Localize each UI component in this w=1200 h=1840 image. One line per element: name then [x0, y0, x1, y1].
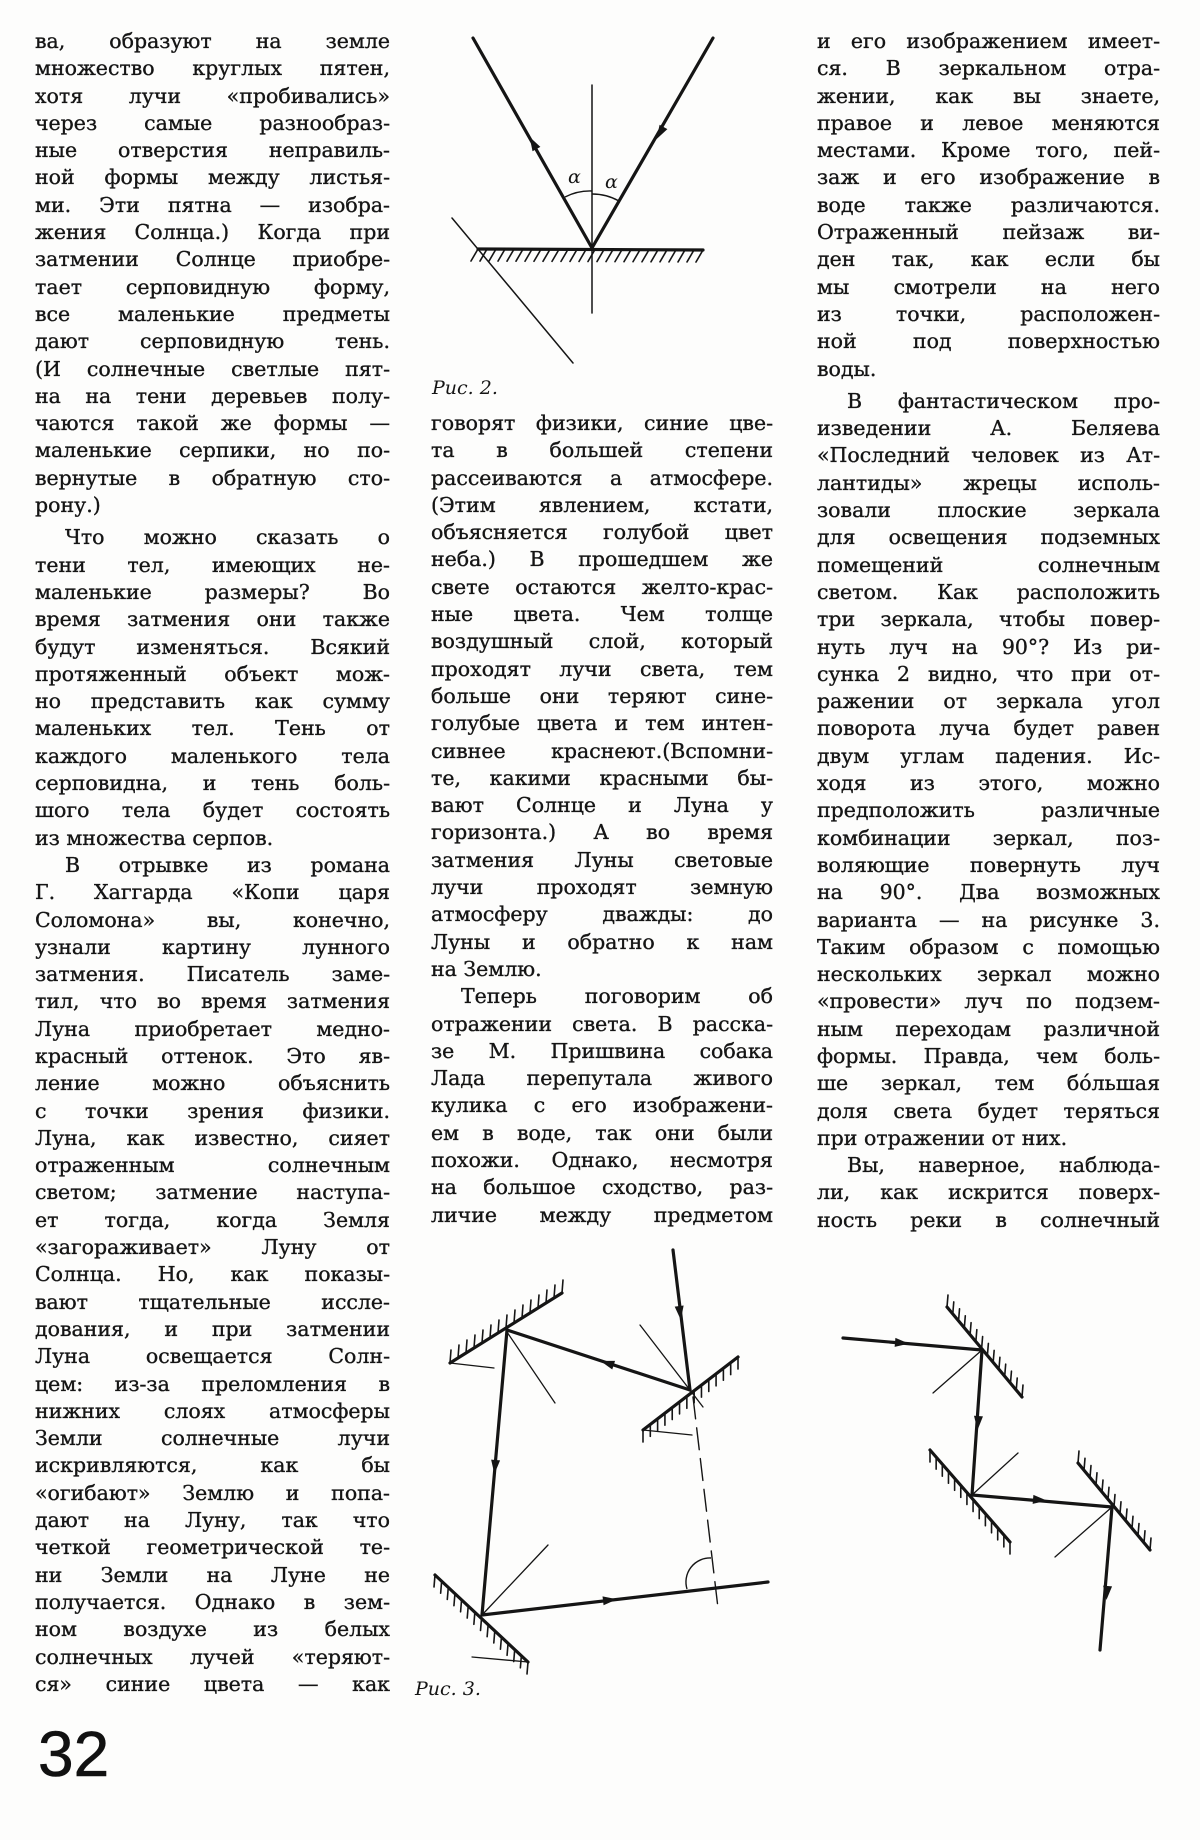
text-line: атмосферу дважды: до — [431, 902, 773, 927]
reflected-ray — [507, 1330, 690, 1390]
text-line: нескольких зеркал можно — [817, 962, 1160, 987]
text-line: воляющие повернуть луч — [817, 852, 1160, 877]
normal-line — [482, 1545, 548, 1615]
text-line: из множества серпов. — [35, 825, 274, 850]
text-line: Луна освещается Солн- — [35, 1344, 390, 1369]
text-line: затмения Луны световые — [431, 847, 773, 872]
text-line: затмения. Писатель заме- — [35, 962, 390, 987]
text-line: шого тела будет состоять — [35, 798, 390, 823]
mirror-hatch — [660, 250, 667, 262]
text-line: ражении от зеркала угол — [817, 689, 1160, 714]
text-line: ше зеркал, тем бóльшая — [817, 1071, 1160, 1096]
text-line: ем в воде, так они были — [431, 1120, 773, 1145]
mirror-hatch — [538, 1295, 539, 1308]
text-line: три зеркала, чтобы повер- — [817, 607, 1160, 632]
text-line: лучи проходят земную — [431, 875, 773, 900]
mirror-hatch — [447, 1587, 448, 1599]
text-line: ные отверстия неправиль- — [35, 138, 390, 163]
mirror-hatch — [561, 249, 568, 261]
text-line: дования, и при затмении — [35, 1316, 390, 1341]
text-line: ном воздухе из белых — [35, 1617, 390, 1642]
mirror-hatch — [434, 1575, 435, 1587]
text-line: протяженный объект мож- — [35, 661, 390, 686]
mirror-hatch — [525, 249, 532, 261]
text-line: Отраженный пейзаж ви- — [817, 220, 1160, 245]
incoming-ray — [843, 1338, 982, 1350]
text-line: нуть луч на 90°? Из ри- — [817, 634, 1160, 659]
mirror-hatch — [606, 250, 613, 262]
mirror-hatch — [482, 1330, 483, 1343]
mirror-hatch — [1096, 1473, 1097, 1485]
text-line: ной формы между листья- — [35, 165, 390, 190]
text-line: затмении Солнце приобре- — [35, 247, 390, 272]
text-line: воде также различаются. — [817, 192, 1160, 217]
mirror-hatch — [467, 1606, 468, 1618]
mirror-hatch — [959, 1309, 960, 1321]
mirror-surface — [478, 249, 703, 250]
mirror-hatch — [1022, 1385, 1023, 1397]
text-line: ва, образуют на земле — [35, 29, 390, 53]
text-line: солнечных лучей «теряют- — [35, 1644, 390, 1669]
figure-3-caption: Рис. 3. — [415, 1678, 481, 1700]
mirror-hatch — [1102, 1480, 1103, 1492]
text-line: ли, как искрится поверх- — [817, 1180, 1160, 1205]
text-line: Солнца. Но, как показы- — [35, 1262, 390, 1287]
text-line: ни Земли на Луне не — [35, 1562, 390, 1587]
mirror-hatch — [624, 250, 631, 262]
text-line: нижних слоях атмосферы — [35, 1398, 390, 1423]
text-line: Соломона» вы, конечно, — [35, 907, 390, 932]
text-line: заж и его изображение в — [817, 165, 1160, 190]
text-line: свете остаются желто-крас- — [431, 574, 773, 599]
mirror-hatch — [678, 250, 685, 262]
auxiliary-line — [472, 1657, 528, 1662]
incoming-ray — [673, 1250, 690, 1390]
text-line: ет тогда, когда Земля — [35, 1207, 390, 1232]
figure-2-caption: Рис. 2. — [432, 377, 498, 399]
text-line: сунка 2 видно, что при от- — [817, 661, 1160, 686]
text-line: будут изменяться. Всякий — [35, 634, 390, 659]
mirror-hatch — [687, 250, 694, 262]
mirror-hatch — [1084, 1458, 1085, 1470]
text-line: тени тел, имеющих не- — [35, 552, 390, 577]
text-line: ным переходам различной — [817, 1016, 1160, 1041]
text-line: каждого маленького тела — [35, 743, 390, 768]
mirror-hatch — [562, 1280, 563, 1293]
mirror-hatch — [471, 249, 478, 261]
mirror-hatch — [534, 249, 541, 261]
text-line: те, какими красными бы- — [431, 765, 773, 790]
mirror-hatch — [964, 1316, 965, 1328]
text-line: Теперь поговорим об — [461, 984, 773, 1009]
normal-line — [933, 1350, 982, 1393]
arrowhead-icon — [530, 137, 541, 151]
mirror-hatch — [522, 1305, 523, 1318]
text-line: с точки зрения физики. — [35, 1098, 390, 1123]
angle-arc-right — [592, 194, 619, 201]
text-line: лантиды» жрецы исполь- — [817, 470, 1160, 495]
mirror-hatch — [953, 1302, 954, 1314]
right-angle-arc — [686, 1558, 711, 1589]
mirror-hatch — [494, 1631, 495, 1643]
text-line: время затмения они также — [35, 607, 390, 632]
mirror-hatch — [466, 1340, 467, 1353]
figure-3-mirror-diagrams — [434, 1250, 1151, 1674]
mirror-hatch — [527, 1662, 528, 1674]
normal-line — [640, 1325, 703, 1407]
text-line: жении, как вы знаете, — [817, 83, 1160, 108]
text-line: поворота луча будет равен — [817, 716, 1160, 741]
text-line: жения Солнца.) Когда при — [35, 220, 390, 245]
text-line: ми. Эти пятна — изобра- — [35, 192, 390, 217]
text-line: сивнее краснеют.(Вспомни- — [431, 738, 773, 763]
text-line: Луны и обратно к нам — [431, 929, 773, 954]
normal-line — [1055, 1507, 1112, 1557]
text-line: светом. Как расположить — [817, 579, 1160, 604]
mirror-hatch — [1132, 1516, 1133, 1528]
text-line: но представить как сумму — [35, 689, 390, 714]
mirror-hatch — [1126, 1509, 1127, 1521]
text-line: «Последний человек из Ат- — [817, 443, 1160, 468]
mirror-hatch — [1150, 1538, 1151, 1550]
mirror-hatch — [554, 1285, 555, 1298]
text-line: рассеиваются а атмосфере. — [431, 465, 773, 490]
text-line: ся» синие цвета — как — [35, 1671, 390, 1696]
mirror-hatch — [490, 1325, 491, 1338]
text-line: изведении А. Беляева — [817, 416, 1160, 441]
incident-ray — [592, 38, 713, 248]
mirror-hatch — [543, 249, 550, 261]
text-line: Что можно сказать о — [65, 525, 390, 550]
text-line: предположить различные — [817, 798, 1160, 823]
text-line: ходя из этого, можно — [817, 771, 1160, 796]
text-line: местами. Кроме того, пей- — [817, 138, 1160, 163]
text-line: рону.) — [35, 493, 101, 518]
mirror-hatch — [474, 1335, 475, 1348]
mirror-hatch — [507, 1643, 508, 1655]
arrowhead-icon — [600, 1361, 615, 1370]
text-line: помещений солнечным — [817, 552, 1160, 577]
mirror-hatch — [1090, 1466, 1091, 1478]
text-line: ность реки в солнечный — [817, 1207, 1160, 1232]
mirror-hatch — [516, 249, 523, 261]
page-number: 32 — [38, 1718, 110, 1790]
text-line: четкой геометрической те- — [35, 1535, 390, 1560]
mirror-hatch — [1016, 1378, 1017, 1390]
text-line: на на тени деревьев полу- — [35, 383, 390, 408]
text-line: Луна приобретает медно- — [35, 1016, 390, 1041]
text-line: все маленькие предметы — [35, 301, 390, 326]
text-line: ден так, как если бы — [817, 247, 1160, 272]
auxiliary-line — [450, 1363, 494, 1368]
text-line: зе М. Пришвина собака — [431, 1038, 773, 1063]
text-line: и его изображением имеет- — [817, 29, 1160, 53]
mirror-hatch — [514, 1310, 515, 1323]
text-line: Лада перепутала живого — [431, 1066, 773, 1091]
text-line: на 90°. Два возможных — [817, 880, 1160, 905]
text-line: (Этим явлением, кстати, — [431, 492, 773, 517]
text-line: хотя лучи «пробивались» — [35, 83, 390, 108]
text-line: ной под поверхностью — [817, 329, 1160, 354]
mirror-hatch — [498, 249, 505, 261]
text-line: (И солнечные светлые пят- — [35, 356, 390, 381]
mirror-hatch — [999, 1357, 1000, 1369]
text-line: воды. — [817, 356, 877, 381]
text-line: та в большей степени — [431, 438, 773, 463]
mirror-hatch — [1078, 1451, 1079, 1463]
mirror-hatch — [461, 1600, 462, 1612]
mirror-hatch — [530, 1300, 531, 1313]
text-line: больше они теряют сине- — [431, 683, 773, 708]
text-line: Г. Хаггарда «Копи царя — [35, 880, 390, 905]
text-line: множество круглых пятен, — [35, 56, 390, 81]
mirror-hatch — [642, 250, 649, 262]
text-line: красный оттенок. Это яв- — [35, 1043, 390, 1068]
text-line: вают Солнце и Луна у — [431, 793, 773, 818]
mirror-hatch — [651, 250, 658, 262]
text-line: отраженным солнечным — [35, 1153, 390, 1178]
outgoing-ray — [482, 1582, 768, 1615]
text-line: тил, что во время затмения — [35, 989, 390, 1014]
text-line: узнали картину лунного — [35, 934, 390, 959]
text-line: цем: из-за преломления в — [35, 1371, 390, 1396]
mirror-hatch — [1010, 1371, 1011, 1383]
text-line: вают тщательные иссле- — [35, 1289, 390, 1314]
auxiliary-line — [452, 218, 573, 363]
mirror-hatch — [1005, 1364, 1006, 1376]
text-line: Земли солнечные лучи — [35, 1426, 390, 1451]
text-line: формы. Правда, чем боль- — [817, 1043, 1160, 1068]
text-line: Вы, наверное, наблюда- — [847, 1153, 1160, 1178]
text-line: ные цвета. Чем толще — [431, 602, 773, 627]
text-line: кулика с его изображени- — [431, 1093, 773, 1118]
text-line: похожи. Однако, несмотря — [431, 1148, 773, 1173]
mirror-hatch — [615, 250, 622, 262]
mirror-hatch — [597, 250, 604, 262]
text-line: мы смотрели на него — [817, 274, 1160, 299]
text-line: доля света будет теряться — [817, 1098, 1160, 1123]
text-line: «провести» луч по подзем- — [817, 989, 1160, 1014]
text-line: неба.) В прошедшем же — [431, 547, 773, 572]
text-line: чаются такой же формы — — [35, 411, 390, 436]
text-line: светом; затмение наступа- — [35, 1180, 390, 1205]
angle-label-left: α — [568, 166, 581, 188]
text-line: ление можно объяснить — [35, 1071, 390, 1096]
mirror-hatch — [1108, 1487, 1109, 1499]
text-line: варианта — на рисунке 3. — [817, 907, 1160, 932]
text-line: объясняется голубой цвет — [431, 520, 773, 545]
mirror-hatch — [987, 1343, 988, 1355]
text-line: «огибают» Землю и попа- — [35, 1480, 390, 1505]
text-line: голубые цвета и тем интен- — [431, 711, 773, 736]
mirror-hatch — [506, 1315, 507, 1328]
text-line: зовали плоские зеркала — [817, 498, 1160, 523]
mirror-hatch — [1114, 1495, 1115, 1507]
text-line: «загораживает» Луну от — [35, 1235, 390, 1260]
text-line: для освещения подземных — [817, 525, 1160, 550]
mirror-hatch — [993, 1350, 994, 1362]
text-line: воздушный слой, который — [431, 629, 773, 654]
angle-label-right: α — [605, 171, 618, 193]
text-line: двум углам падения. Ис- — [817, 743, 1160, 768]
text-line: тает серповидную форму, — [35, 274, 390, 299]
mirror-hatch — [579, 249, 586, 261]
mirror-hatch — [1144, 1531, 1145, 1543]
text-line: серповидна, и тень боль- — [35, 771, 390, 796]
mirror-hatch — [976, 1330, 977, 1342]
arrowhead-icon — [657, 125, 668, 139]
text-line: проходят лучи света, тем — [431, 656, 773, 681]
figure-2-reflection-diagram — [452, 38, 713, 363]
mirror-hatch — [570, 249, 577, 261]
mirror-hatch — [546, 1290, 547, 1303]
text-line: через самые разнообраз- — [35, 110, 390, 135]
mirror-hatch — [481, 1619, 482, 1631]
text-line: на Землю. — [431, 956, 542, 981]
mirror-hatch — [450, 1350, 451, 1363]
mirror-hatch — [947, 1295, 948, 1307]
mirror-hatch — [458, 1345, 459, 1358]
mirror-hatch — [498, 1320, 499, 1333]
text-line: личие между предметом — [431, 1202, 773, 1227]
mirror-hatch — [454, 1594, 455, 1606]
text-line: отражении света. В расска- — [431, 1011, 773, 1036]
outgoing-ray — [1100, 1507, 1112, 1650]
text-line: ся. В зеркальном отра- — [817, 56, 1160, 81]
mirror-hatch — [487, 1625, 488, 1637]
text-line: маленькие серпики, но по- — [35, 438, 390, 463]
mirror-hatch — [1120, 1502, 1121, 1514]
mirror-hatch — [552, 249, 559, 261]
text-line: искривляются, как бы — [35, 1453, 390, 1478]
mirror-hatch — [970, 1323, 971, 1335]
mirror-hatch — [500, 1637, 501, 1649]
mirror-hatch — [514, 1650, 515, 1662]
text-line: В отрывке из романа — [65, 852, 390, 877]
text-line: Таким образом с помощью — [817, 934, 1160, 959]
mirror-hatch — [1138, 1524, 1139, 1536]
text-line: маленьких тел. Тень от — [35, 716, 390, 741]
mirror-hatch — [696, 250, 703, 262]
text-line: горизонта.) А во время — [431, 820, 773, 845]
text-line: В фантастическом про- — [847, 388, 1160, 413]
text-line: комбинации зеркал, поз- — [817, 825, 1160, 850]
mirror-hatch — [489, 249, 496, 261]
text-line: при отражении от них. — [817, 1125, 1068, 1150]
normal-line — [972, 1453, 1018, 1495]
text-line: получается. Однако в зем- — [35, 1589, 390, 1614]
mirror-hatch — [633, 250, 640, 262]
text-line: на большое сходство, раз- — [431, 1175, 773, 1200]
mirror-hatch — [474, 1612, 475, 1624]
text-line: говорят физики, синие цве- — [431, 411, 773, 435]
text-line: Луна, как известно, сияет — [35, 1125, 390, 1150]
mirror-hatch — [441, 1581, 442, 1593]
angle-arc-left — [565, 191, 592, 197]
dashed-extension — [693, 1397, 718, 1608]
text-line: дают на Луну, так что — [35, 1508, 390, 1533]
text-line: маленькие размеры? Во — [35, 579, 390, 604]
mirror-hatch — [669, 250, 676, 262]
mirror-hatch — [507, 249, 514, 261]
mirror-hatch — [982, 1337, 983, 1349]
text-line: правое и левое меняются — [817, 110, 1160, 135]
text-line: вернутые в обратную сто- — [35, 465, 390, 490]
text-line: дают серповидную тень. — [35, 329, 390, 354]
text-line: из точки, расположен- — [817, 301, 1160, 326]
